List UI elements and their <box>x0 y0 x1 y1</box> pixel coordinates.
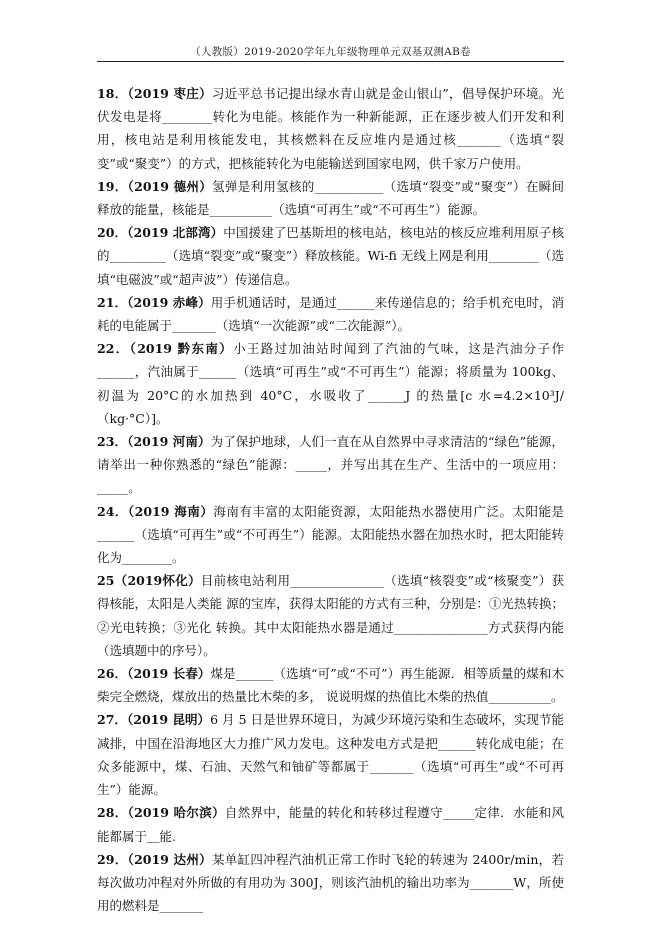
question-20 <box>97 221 564 291</box>
question-21 <box>97 291 564 337</box>
question-number: 28． <box>97 805 128 821</box>
question-24 <box>97 500 564 570</box>
question-number: 26． <box>97 666 128 682</box>
question-source: 怀化） <box>162 573 201 589</box>
question-22 <box>97 337 564 430</box>
question-source: （2019 达州） <box>127 851 212 867</box>
question-text: 习近平总书记提出绿水青山就是金山银山”，倡导保护环境。光伏发电是将________转化为电能。核能作为一种新能源，正在逐步被人们开发和利用，核电站是利用核能发电，其核燃料在反应堆内是通过核_______（选填“裂变”或“聚变”）的方式，把核能转化为电能输送到国家电网，供千家万户使用。 <box>97 86 564 171</box>
question-text: 某单缸四冲程汽油机正常工作时飞轮的转速为 2400r/min，若每次做功冲程对外所做的有用功为 300J，则该汽油机的输出功率为_______W，所使用的燃料是_______ <box>97 851 564 914</box>
question-text: 海南有丰富的太阳能资源，太阳能热水器使用广泛。太阳能是______（选填“可再生”或“不可再生”）能源。太阳能热水器在加热水时，把太阳能转化为________。 <box>97 503 564 566</box>
question-text: 自然界中，能量的转化和转移过程遵守_____定律．水能和风能都属于＿能. <box>97 805 564 844</box>
question-source: （2019 赤峰） <box>127 294 211 310</box>
question-text: 目前核电站利用_______________（选填“核裂变”或“核聚变”）获得核能，太阳是人类能 源的宝库，获得太阳能的方式有三种，分别是：①光热转换；②光电转换；③光化 转换。其中太阳能热水器是通过_______________方式获得内能（选填题中的序号）。 <box>97 573 565 658</box>
question-source: （2019 德州） <box>127 178 213 194</box>
question-source: （2019 河南） <box>127 434 211 450</box>
question-source: （2019 哈尔滨） <box>127 805 225 821</box>
question-text: 氢弹是利用氢核的___________（选填“裂变”或“聚变”）在瞬间释放的能量，核能是__________（选填“可再生”或“不可再生”）能源。 <box>97 178 565 218</box>
question-number: 20． <box>97 225 128 241</box>
question-number: 22． <box>97 341 130 357</box>
question-23 <box>97 430 564 500</box>
question-text: 小王路过加油站时闻到了汽油的气味，这是汽油分子作______，汽油属于______（选填“可再生”或“不可再生”）能源；将质量为 100kg、初温为 20°C的水加热到 40°C，水吸收了______J 的热量[c 水=4.2×10³J/（kg·°C）]。 <box>97 341 564 426</box>
question-text: 用手机通话时，是通过______来传递信息的；给手机充电时，消耗的电能属于_______（选填“一次能源”或“二次能源”）。 <box>97 294 564 334</box>
question-list <box>97 82 564 917</box>
question-18 <box>97 82 564 175</box>
question-number: 21． <box>97 294 128 310</box>
question-source: （2019 枣庄） <box>127 86 212 101</box>
question-text: 6 月 5 日是世界环境日，为减少环境污染和生态破坏，实现节能减排，中国在沿海地区大力推广风力发电。这种发电方式是把______转化成电能；在众多能源中，煤、石油、天然气和铀矿等都属于_______（选填“可再生”或“不可再生”）能源。 <box>97 712 564 798</box>
question-source: （2019 昆明） <box>126 712 211 728</box>
question-number: 23． <box>97 434 128 450</box>
question-number: 29． <box>97 851 128 867</box>
question-19 <box>97 175 564 221</box>
question-number: 27． <box>97 712 127 728</box>
question-source: （2019 黔东南） <box>129 341 234 357</box>
question-number: 19． <box>97 178 128 194</box>
page-header: （人教版）2019-2020学年九年级物理单元双基双测AB卷 <box>190 46 471 58</box>
question-text: 煤是______（选填“可”或“不可”）再生能源．相等质量的煤和木柴完全燃烧，煤放出的热量比木柴的多， 说说明煤的热值比木柴的热值__________。 <box>97 666 564 705</box>
question-source: （2019 长春） <box>127 666 211 682</box>
question-number: 25（2019 <box>97 573 163 589</box>
header-divider <box>97 61 564 62</box>
question-source: （2019 北部湾） <box>127 225 224 241</box>
question-number: 24． <box>97 503 128 519</box>
question-28 <box>97 801 564 847</box>
question-number: 18． <box>97 86 128 101</box>
question-source: （2019 海南） <box>127 503 214 519</box>
question-26 <box>97 662 564 708</box>
question-29 <box>97 848 564 918</box>
question-25 <box>97 569 564 662</box>
question-27 <box>97 708 564 801</box>
question-text: 中国援建了巴基斯坦的核电站，核电站的核反应堆利用原子核的_________（选填“裂变”或“聚变”）释放核能。Wi-fi 无线上网是利用________（选填“电磁波”或“超声波”）传递信息。 <box>97 225 564 287</box>
question-text: 为了保护地球，人们一直在从自然界中寻求清洁的“绿色”能源，请举出一种你熟悉的“绿色”能源：_____，并写出其在生产、生活中的一项应用：_____。 <box>97 434 564 496</box>
